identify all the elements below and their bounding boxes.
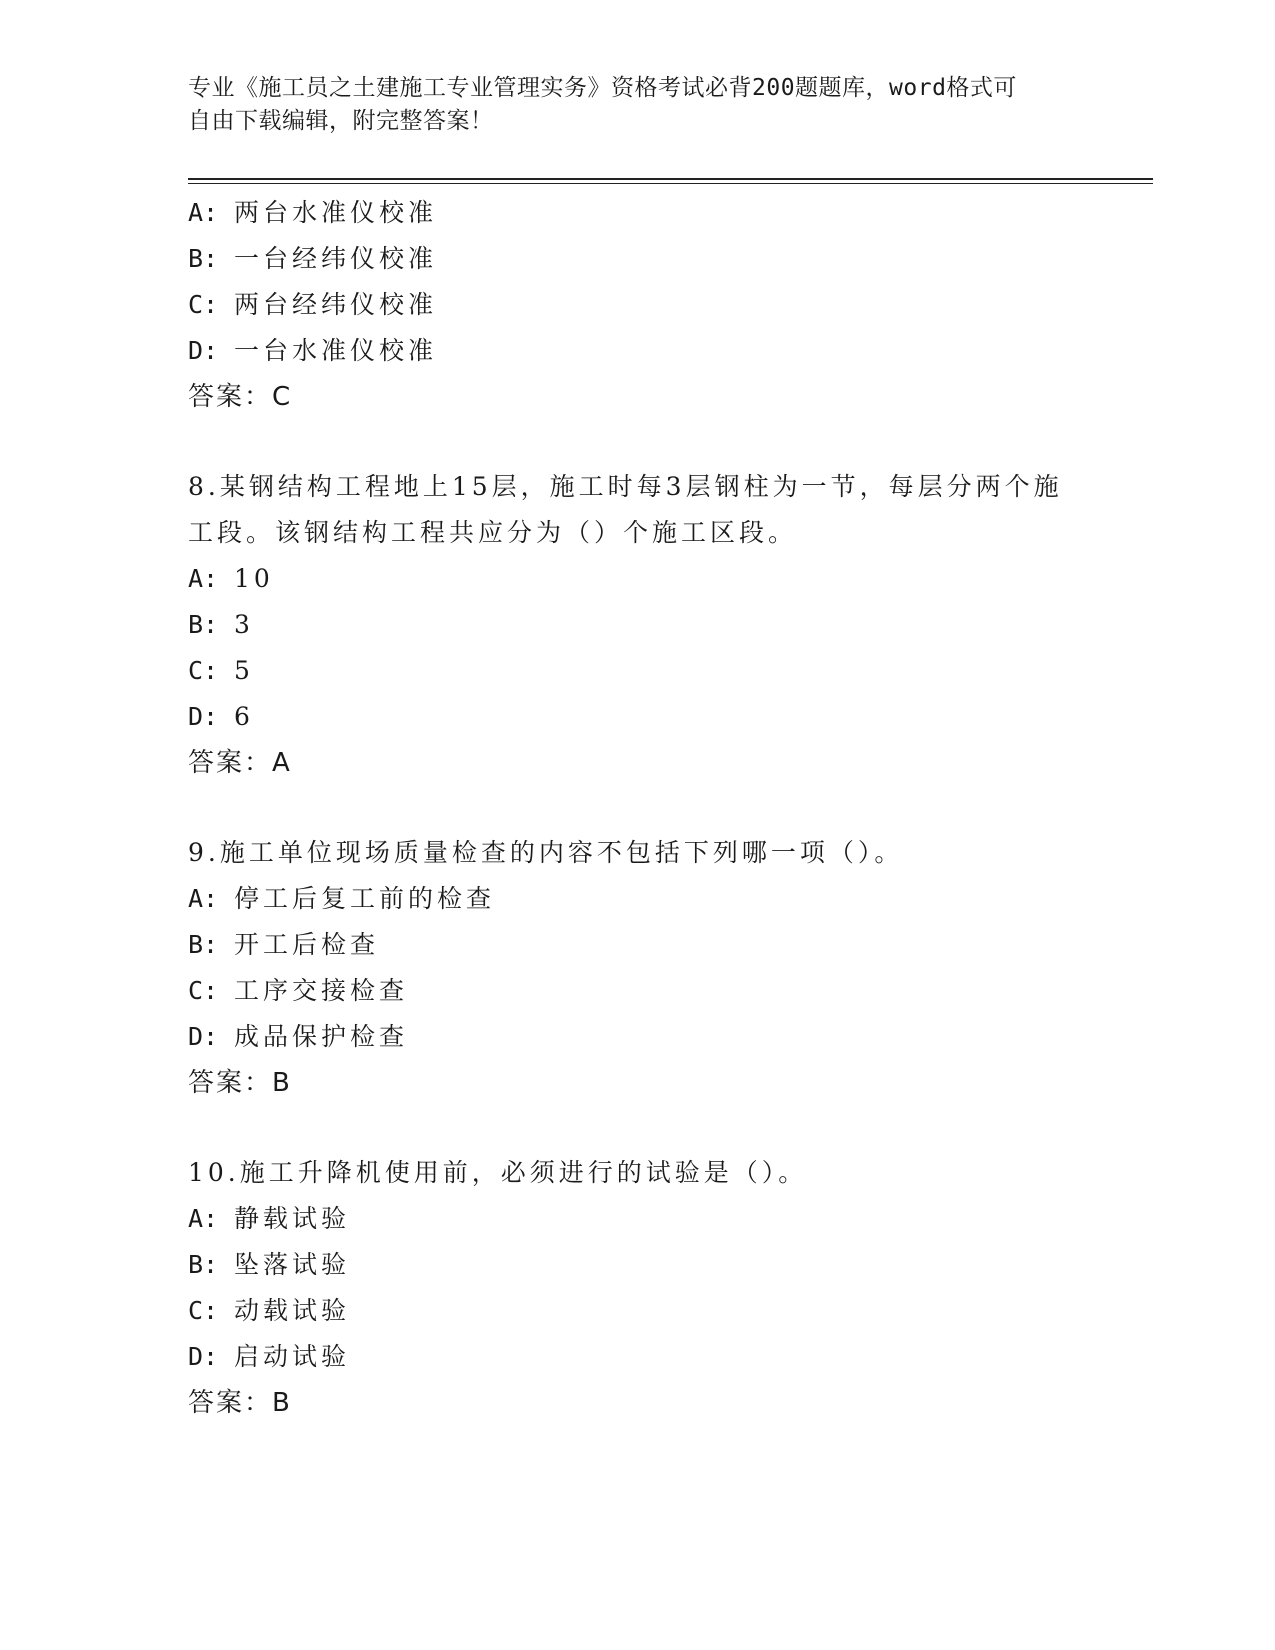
option-d xyxy=(188,1334,1088,1380)
option-text: 成品保护检查 xyxy=(234,1022,409,1051)
option-label: C: xyxy=(188,1296,219,1325)
option-label: B: xyxy=(188,1250,219,1279)
option-a xyxy=(188,876,1088,922)
option-label: C: xyxy=(188,656,219,685)
question-7 xyxy=(188,190,1088,420)
option-text: 两台水准仪校准 xyxy=(234,198,438,227)
question-9 xyxy=(188,830,1088,1106)
option-text: 6 xyxy=(234,702,254,731)
option-a xyxy=(188,190,1088,236)
option-d xyxy=(188,694,1088,740)
option-text: 两台经纬仪校准 xyxy=(234,290,438,319)
question-text-line-1: 10.施工升降机使用前，必须进行的试验是（）。 xyxy=(188,1158,808,1187)
option-b xyxy=(188,236,1088,282)
option-label: B: xyxy=(188,930,219,959)
question-text-line-2: 工段。该钢结构工程共应分为（）个施工区段。 xyxy=(188,518,798,547)
option-text: 10 xyxy=(234,564,274,593)
option-text: 工序交接检查 xyxy=(234,976,409,1005)
header-line-2: 自由下载编辑，附完整答案！ xyxy=(188,108,494,134)
option-text: 开工后检查 xyxy=(234,930,380,959)
option-c xyxy=(188,282,1088,328)
question-text-line-1: 9.施工单位现场质量检查的内容不包括下列哪一项（）。 xyxy=(188,838,904,867)
option-text: 一台水准仪校准 xyxy=(234,336,438,365)
option-b xyxy=(188,1242,1088,1288)
option-d xyxy=(188,328,1088,374)
document-header xyxy=(188,72,1088,138)
answer-line: 答案：C xyxy=(188,382,293,412)
option-label: D: xyxy=(188,336,219,365)
option-a xyxy=(188,1196,1088,1242)
option-c xyxy=(188,1288,1088,1334)
option-text: 3 xyxy=(234,610,254,639)
answer-line: 答案：B xyxy=(188,1068,292,1098)
option-label: D: xyxy=(188,1022,219,1051)
option-label: A: xyxy=(188,884,219,913)
option-label: C: xyxy=(188,976,219,1005)
option-label: D: xyxy=(188,702,219,731)
option-label: B: xyxy=(188,244,219,273)
option-label: A: xyxy=(188,564,219,593)
option-text: 5 xyxy=(234,656,254,685)
option-text: 停工后复工前的检查 xyxy=(234,884,496,913)
header-divider-thick xyxy=(188,178,1153,180)
option-label: C: xyxy=(188,290,219,319)
question-10 xyxy=(188,1150,1088,1426)
option-label: A: xyxy=(188,1204,219,1233)
question-list xyxy=(188,190,1088,1426)
option-b xyxy=(188,602,1088,648)
option-b xyxy=(188,922,1088,968)
option-label: B: xyxy=(188,610,219,639)
option-text: 一台经纬仪校准 xyxy=(234,244,438,273)
option-text: 坠落试验 xyxy=(234,1250,351,1279)
option-text: 静载试验 xyxy=(234,1204,351,1233)
question-text-line-1: 8.某钢结构工程地上15层，施工时每3层钢柱为一节，每层分两个施 xyxy=(188,472,1063,501)
option-c xyxy=(188,648,1088,694)
option-text: 动载试验 xyxy=(234,1296,351,1325)
header-divider-thin xyxy=(188,183,1153,184)
option-a xyxy=(188,556,1088,602)
option-text: 启动试验 xyxy=(234,1342,351,1371)
option-c xyxy=(188,968,1088,1014)
question-8 xyxy=(188,464,1088,786)
header-line-1: 专业《施工员之土建施工专业管理实务》资格考试必背200题题库，word格式可 xyxy=(188,75,1017,101)
option-label: D: xyxy=(188,1342,219,1371)
option-d xyxy=(188,1014,1088,1060)
answer-line: 答案：B xyxy=(188,1388,292,1418)
option-label: A: xyxy=(188,198,219,227)
answer-line: 答案：A xyxy=(188,748,292,778)
